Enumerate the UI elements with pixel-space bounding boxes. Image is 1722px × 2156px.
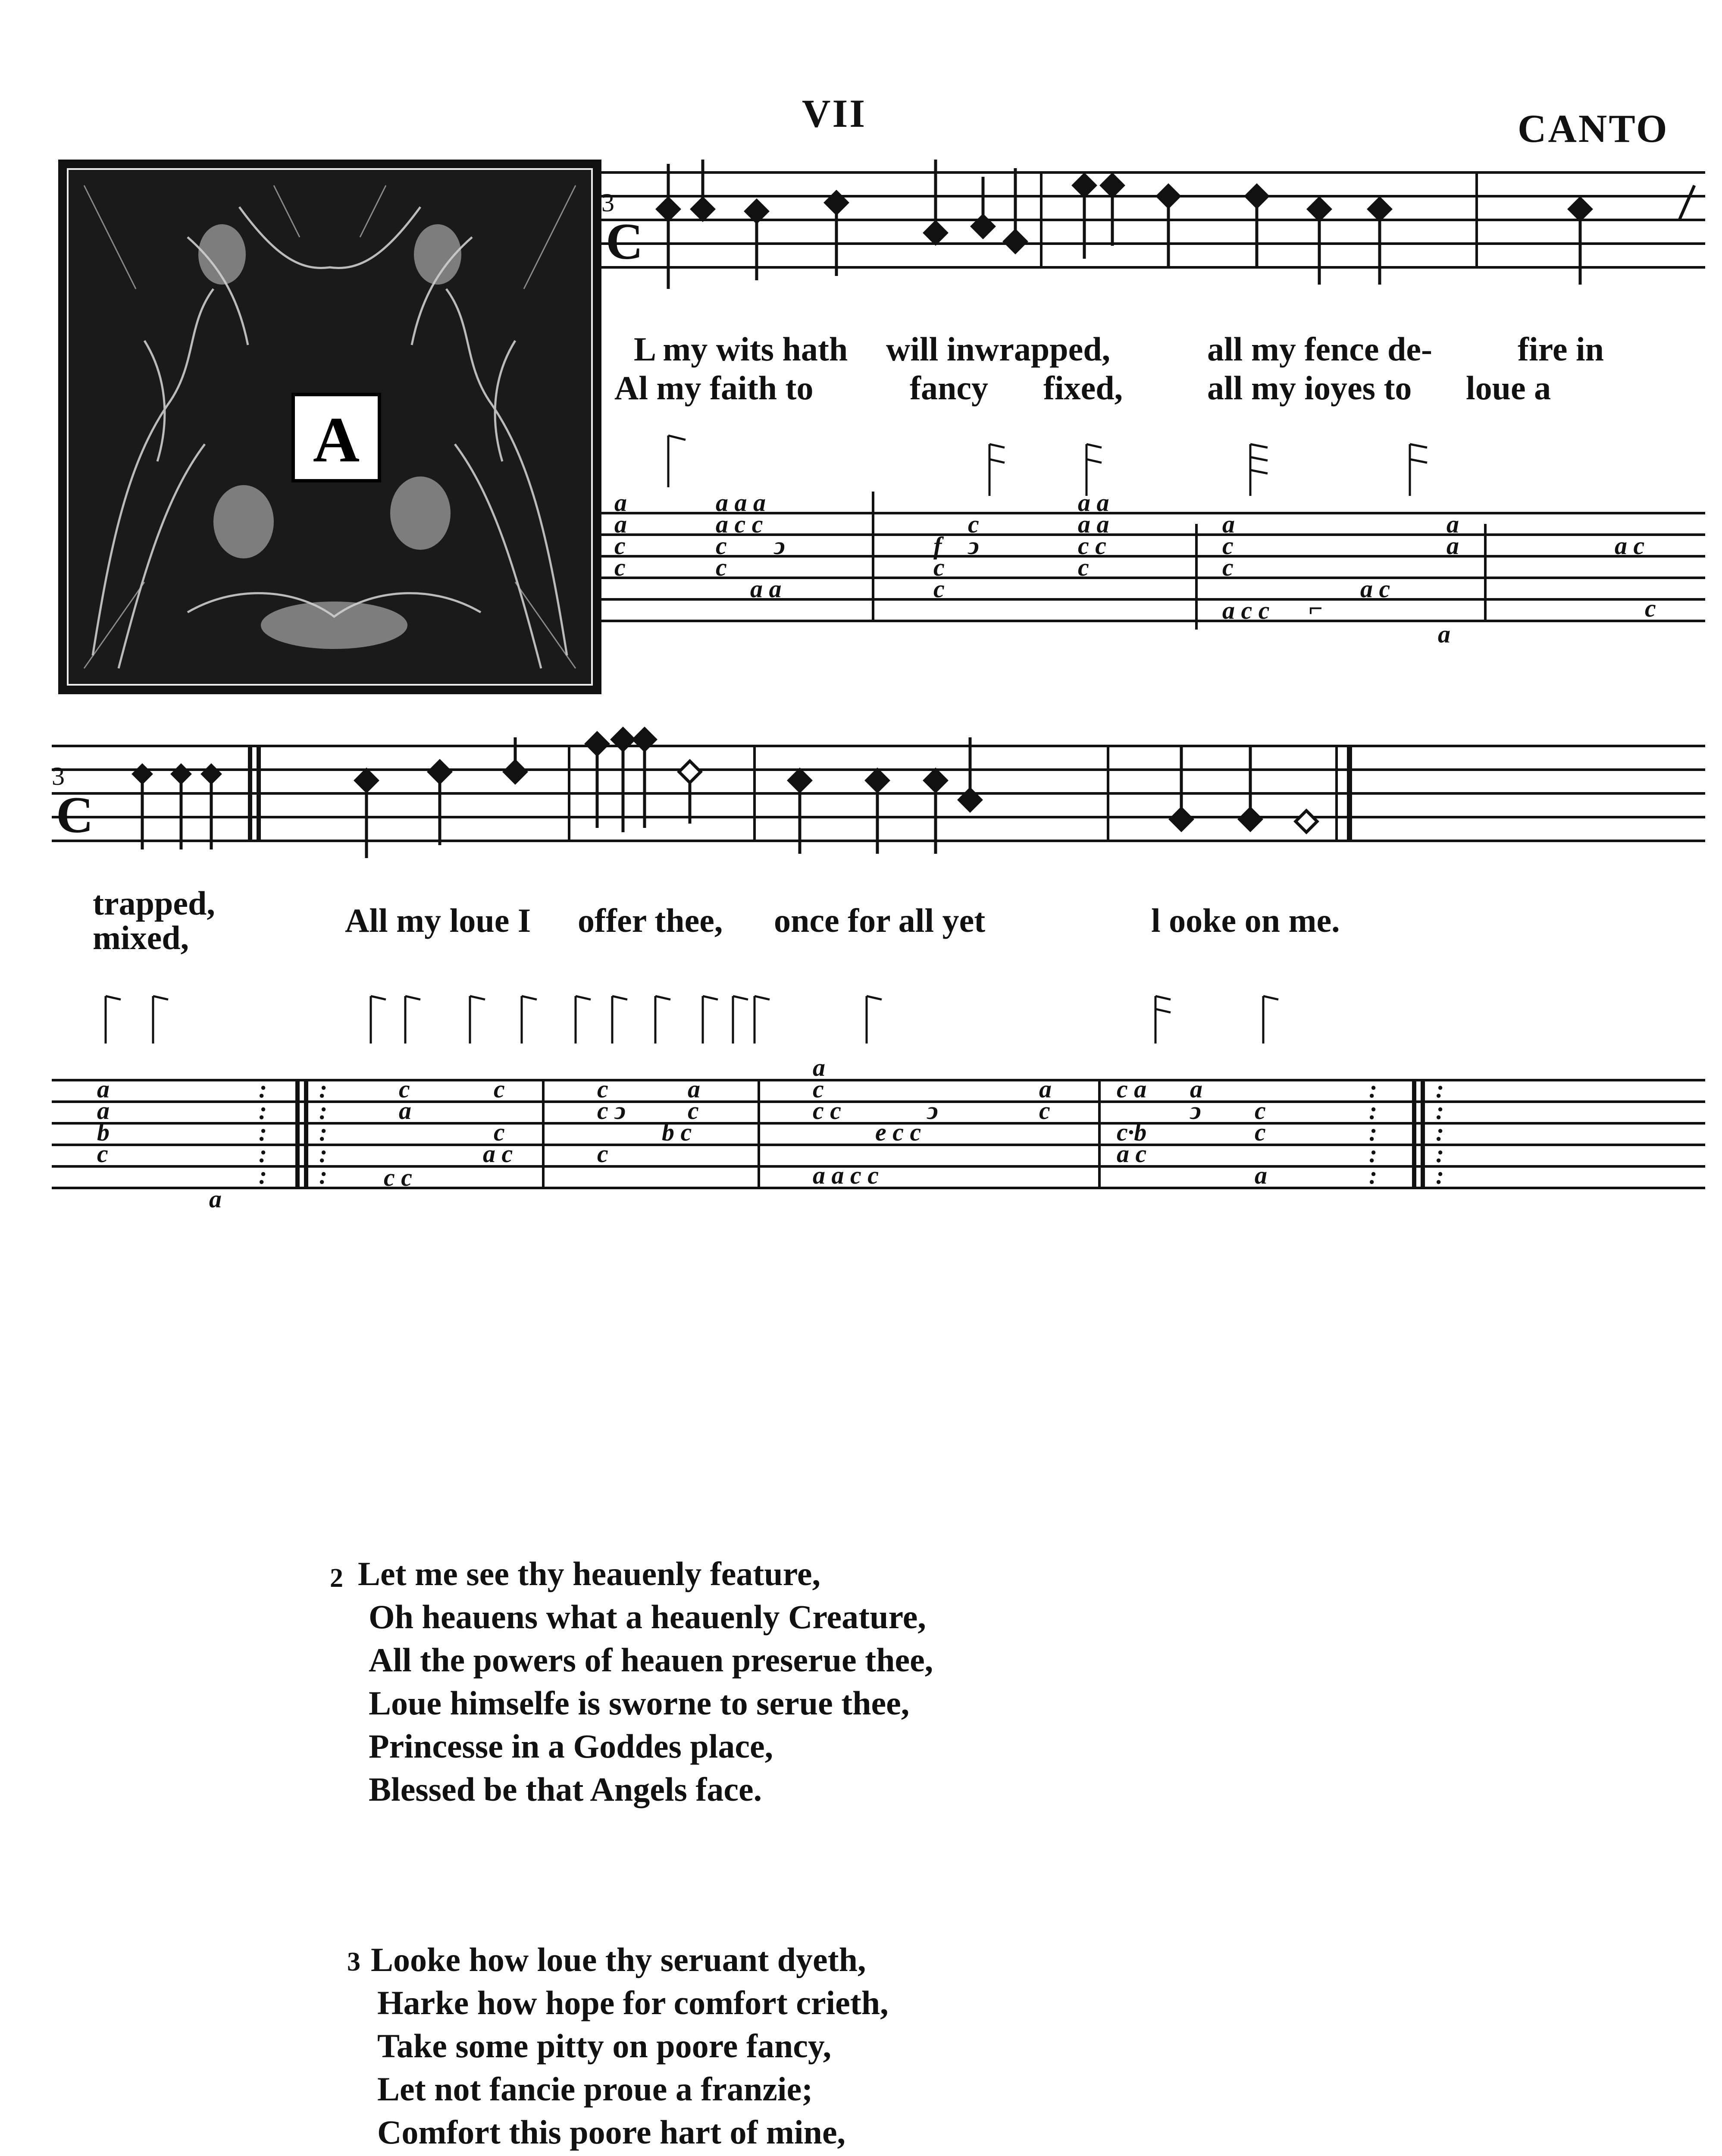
svg-text:a a a: a a a — [716, 489, 766, 517]
svg-text::: : — [1436, 1140, 1444, 1168]
svg-text:a: a — [1255, 1161, 1267, 1189]
svg-text:b: b — [97, 1118, 110, 1146]
svg-text::: : — [259, 1161, 267, 1189]
svg-text::: : — [319, 1161, 328, 1189]
svg-text::: : — [319, 1097, 328, 1125]
svg-text::: : — [1369, 1118, 1378, 1146]
lyric-s1-l2-4: all my ioyes to — [1207, 369, 1412, 407]
verse-3 — [371, 1938, 889, 2156]
lute-tablature-system1 — [601, 427, 1705, 720]
lyric-s1-l2-1: Al my faith to — [614, 369, 814, 407]
svg-text:a: a — [614, 510, 627, 538]
svg-text:a: a — [1190, 1075, 1202, 1103]
svg-text:a: a — [1446, 510, 1459, 538]
svg-text:a: a — [813, 1053, 825, 1081]
svg-text:c: c — [1078, 553, 1089, 581]
staff-system1 — [601, 160, 1705, 298]
svg-text:⌐: ⌐ — [1309, 594, 1323, 622]
lyric-s2-l1-1: trapped, — [93, 884, 215, 922]
svg-text:c: c — [614, 553, 626, 581]
svg-text::: : — [1436, 1075, 1444, 1103]
lyric-s2-l1-4: once for all yet — [774, 902, 986, 939]
svg-text::: : — [259, 1118, 267, 1146]
svg-text::: : — [1436, 1161, 1444, 1189]
svg-text:a: a — [399, 1097, 411, 1125]
svg-text:ↄ: ↄ — [968, 532, 979, 560]
svg-text:a c: a c — [1117, 1140, 1147, 1168]
clef-mensuration-2: C — [56, 786, 94, 843]
staff-system2 — [52, 720, 1705, 867]
verse-line: Take some pitty on poore fancy, — [377, 2027, 832, 2065]
svg-text:c: c — [933, 575, 945, 603]
svg-text:c c: c c — [1078, 532, 1106, 560]
verse-line: Loue himselfe is sworne to serue thee, — [369, 1684, 910, 1722]
svg-text:a c: a c — [1360, 575, 1390, 603]
lyric-s2-l1-5: l ooke on me. — [1151, 902, 1340, 939]
svg-text:a c: a c — [483, 1140, 513, 1168]
verse-line: Looke how loue thy seruant dyeth, — [371, 1941, 866, 1978]
svg-text:a: a — [1446, 532, 1459, 560]
svg-text:c: c — [97, 1140, 108, 1168]
svg-text:c: c — [399, 1075, 410, 1103]
verse-line: Princesse in a Goddes place, — [369, 1727, 773, 1765]
svg-text:c: c — [494, 1118, 505, 1146]
svg-text:c: c — [494, 1075, 505, 1103]
svg-text::: : — [1369, 1075, 1378, 1103]
svg-text::: : — [319, 1075, 328, 1103]
svg-text:c a: c a — [1117, 1075, 1147, 1103]
verse-line: Comfort this poore hart of mine, — [377, 2113, 846, 2151]
lyric-s1-l1-1: L my wits hath — [634, 330, 848, 368]
lyric-s1-l1-2: will inwrapped, — [886, 330, 1111, 368]
svg-text:c: c — [1222, 532, 1234, 560]
svg-text:a a: a a — [1078, 489, 1109, 517]
svg-text:a: a — [1438, 620, 1450, 648]
lyric-s2-l1-2: All my loue I — [345, 902, 531, 939]
svg-text:c: c — [968, 510, 979, 538]
woodcut-illustration — [58, 160, 601, 694]
svg-text:a: a — [688, 1075, 700, 1103]
lyric-s1-l2-3: fixed, — [1043, 369, 1123, 407]
lyric-s1-l2-2: fancy — [910, 369, 988, 407]
verse-2 — [358, 1552, 933, 1811]
svg-text:C: C — [606, 213, 643, 270]
verse-number-3: 3 — [347, 1947, 360, 1977]
svg-text:c: c — [716, 553, 727, 581]
svg-text:ↄ: ↄ — [927, 1097, 938, 1125]
svg-text:c c: c c — [813, 1097, 841, 1125]
svg-text:ↄ: ↄ — [1190, 1097, 1201, 1125]
verse-line: Harke how hope for comfort crieth, — [377, 1984, 889, 2021]
lyric-s1-l1-4: fire in — [1518, 330, 1604, 368]
svg-text:a: a — [1222, 510, 1235, 538]
verse-number-2: 2 — [330, 1564, 343, 1593]
svg-text::: : — [1436, 1118, 1444, 1146]
svg-text:a: a — [97, 1097, 110, 1125]
svg-text::: : — [319, 1140, 328, 1168]
svg-text:c: c — [597, 1140, 608, 1168]
part-name: CANTO — [1518, 107, 1669, 150]
woodcut-initial — [58, 160, 601, 694]
svg-text::: : — [319, 1118, 328, 1146]
svg-text::: : — [1369, 1097, 1378, 1125]
svg-text:c: c — [933, 553, 945, 581]
svg-text:c: c — [688, 1097, 699, 1125]
svg-text:c ↄ: c ↄ — [597, 1097, 626, 1125]
svg-text::: : — [259, 1097, 267, 1125]
verse-line: All the powers of heauen preserue thee, — [369, 1641, 933, 1679]
lyric-s2-l1-3: offer thee, — [578, 902, 723, 939]
clef-mensuration — [601, 188, 643, 270]
initial-letter: A — [313, 404, 360, 476]
verse-line — [371, 2154, 889, 2156]
svg-text:c: c — [813, 1075, 824, 1103]
svg-text:a c c: a c c — [716, 510, 763, 538]
svg-text:c: c — [1645, 594, 1656, 622]
svg-text:a a: a a — [750, 575, 782, 603]
rhythm-flags-system2 — [106, 996, 1278, 1044]
svg-text:3: 3 — [601, 188, 614, 217]
svg-text::: : — [1436, 1097, 1444, 1125]
svg-text:c: c — [614, 532, 626, 560]
rhythm-flags-system1 — [668, 436, 1427, 496]
svg-text:b c: b c — [662, 1118, 692, 1146]
lyric-s1-l2-5: loue a — [1466, 369, 1551, 407]
notes-system1 — [657, 160, 1694, 289]
svg-text::: : — [1369, 1140, 1378, 1168]
svg-text:a: a — [1039, 1075, 1052, 1103]
svg-text:e c c: e c c — [875, 1118, 921, 1146]
svg-text:c: c — [1255, 1097, 1266, 1125]
verse-line: Let not fancie proue a franzie; — [377, 2070, 813, 2108]
svg-text:ↄ: ↄ — [774, 532, 785, 560]
verse-line: Let me see thy heauenly feature, — [358, 1555, 820, 1592]
svg-text:c·b: c·b — [1117, 1118, 1147, 1146]
lyric-s2-l2-1: mixed, — [93, 919, 189, 956]
svg-text:c: c — [1039, 1097, 1050, 1125]
svg-text:a: a — [209, 1185, 222, 1213]
svg-text:a a c c: a a c c — [813, 1161, 879, 1189]
svg-text:a: a — [614, 489, 627, 517]
svg-text:a: a — [97, 1075, 110, 1103]
svg-text:c: c — [597, 1075, 608, 1103]
svg-text::: : — [259, 1075, 267, 1103]
lute-tablature-system2 — [52, 983, 1705, 1268]
svg-text:c: c — [716, 532, 727, 560]
svg-text:a a: a a — [1078, 510, 1109, 538]
svg-text::: : — [259, 1140, 267, 1168]
lyric-s1-l1-3: all my fence de- — [1207, 330, 1433, 368]
verse-line: Blessed be that Angels face. — [369, 1771, 762, 1808]
svg-text:c: c — [1222, 553, 1234, 581]
svg-text:f: f — [933, 532, 942, 560]
svg-text:3: 3 — [52, 762, 65, 790]
svg-text:a c c: a c c — [1222, 596, 1270, 624]
svg-text:c c: c c — [384, 1163, 412, 1191]
svg-text::: : — [1369, 1161, 1378, 1189]
svg-text:a c: a c — [1615, 532, 1645, 560]
page-number: VII — [802, 91, 867, 135]
verse-line: Oh heauens what a heauenly Creature, — [369, 1598, 926, 1636]
svg-text:c: c — [1255, 1118, 1266, 1146]
